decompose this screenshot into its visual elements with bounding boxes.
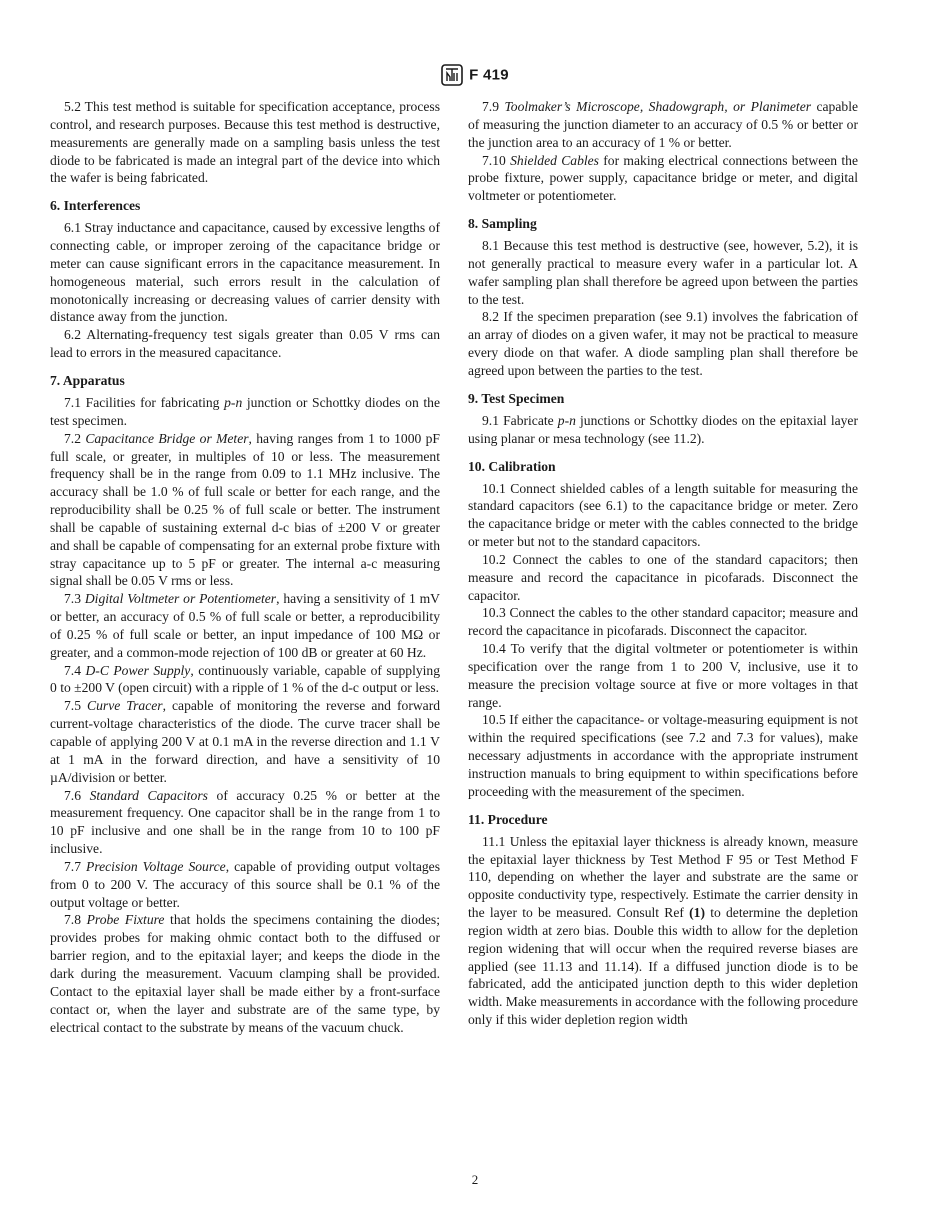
paragraph-10-4: 10.4 To verify that the digital voltmeter or potentiometer is within specification over the range from 1 to 200 V, inclusive, use it to measure the precision voltage source at five or more voltages in that range. [468,641,858,710]
paragraph-9-1: 9.1 Fabricate p-n junctions or Schottky diodes on the epitaxial layer using planar or mesa technology (see 11.2). [468,412,858,446]
section-heading-apparatus: 7. Apparatus [50,372,125,388]
paragraph-7-8: 7.8 Probe Fixture that holds the specimens containing the diodes; provides probes for making ohmic contact both to the diffused or barrier region, and to the epitaxial layer; and keeps the diode in the dark during the measurement. Vacuum clamping shall be provided. Contact to the epitaxial layer shall be made either by a front-surface contact or, when the layer and substrate are of the same type, by electrical contact to the substrate by means of the vacuum chuck. [50,912,441,1035]
paragraph-10-2: 10.2 Connect the cables to one of the standard capacitors; then measure and record the capacitance in picofarads. Disconnect the capacitor. [468,551,858,603]
left-column [50,98,440,1036]
paragraph-10-5: 10.5 If either the capacitance- or voltage-measuring equipment is not within the required specifications (see 7.2 and 7.3 for values), make necessary adjustments in accordance with the appropriate instrument instruction manuals to bring equipment to within specifications before proceeding with the measurement of the specimen. [468,712,858,799]
paragraph-7-5: 7.5 Curve Tracer, capable of monitoring the reverse and forward current-voltage characteristics of the diode. The curve tracer shall be capable of applying 200 V at 0.1 mA in the reverse direction and 1.1 V at 1 mA in the forward direction, and have a sensitivity of 10 µA/division or better. [50,698,441,785]
paragraph-7-10: 7.10 Shielded Cables for making electrical connections between the probe fixture, power supply, capacitance bridge or meter, and digital voltmeter or potentiometer. [468,152,859,204]
paragraph-7-7: 7.7 Precision Voltage Source, capable of providing output voltages from 0 to 200 V. The accuracy of this source shall be 0.1 % of the output voltage or better. [50,858,441,910]
paragraph-11-1: 11.1 Unless the epitaxial layer thickness is already known, measure the epitaxial layer thickness by Test Method F 95 or Test Method F 110, depending on whether the layer and substrate are the same or opposite conductivity type, respectively. Estimate the carrier density in the layer to be measured. Consult Ref (1) to determine the depletion region width at zero bias. Double this width to allow for the depletion region widening that will occur when the required reverse biases are applied (see 11.13 and 11.14). If a diffused junction diode is to be fabricated, add the anticipated junction depth to this wider depletion width. Make measurements in accordance with the following procedure only if this wider depletion region width [468,833,858,1028]
paragraph-7-2: 7.2 Capacitance Bridge or Meter, having ranges from 1 to 1000 pF full scale, or greater, in multiples of 10 or less. The measurement frequency shall be in the range from 0.09 to 1.1 MHz inclusive. The accuracy shall be 1.0 % of full scale or better for each range, and the reproducibility shall be 0.25 % of full scale or better. The instrument shall be capable of sustaining external d-c bias of ±200 V or greater and shall be capable of compensating for an external probe fixture with stray capacitance up to 5 pF or greater. The internal a-c measuring signal shall be 0.05 V rms or less. [50,430,440,589]
paragraph-5-2: 5.2 This test method is suitable for specification acceptance, process control, and research purposes. Because this test method is destructive, measurements are generally made on a sampling basis unless the test diode to be fabricated is made an integral part of the device into which the wafer is being fabricated. [50,99,440,186]
paragraph-7-4: 7.4 D-C Power Supply, continuously variable, capable of supplying 0 to ±200 V (open circuit) with a ripple of 1 % of the d-c output or less. [50,662,441,696]
paragraph-10-3: 10.3 Connect the cables to the other standard capacitor; measure and record the capacitance in picofarads. Disconnect the capacitor. [468,605,858,639]
section-heading-test-specimen: 9. Test Specimen [468,390,565,406]
astm-logo-icon [441,64,463,86]
section-heading-interferences: 6. Interferences [50,198,141,214]
paragraph-7-3: 7.3 Digital Voltmeter or Potentiometer, having a sensitivity of 1 mV or better, an accuracy of 0.5 % of full scale or better, a reproducibility of 0.25 % of full scale or better, an input impedance of 100 MΩ or greater, and a common-mode rejection of 100 dB or greater at 60 Hz. [50,591,440,660]
paragraph-6-2: 6.2 Alternating-frequency test sigals greater than 0.05 V rms can lead to errors in the measured capacitance. [50,327,440,361]
right-column [468,98,858,1029]
section-heading-procedure: 11. Procedure [468,811,548,827]
paragraph-10-1: 10.1 Connect shielded cables of a length suitable for measuring the standard capacitors (see 6.1) to the capacitance bridge or meter. Zero the capacitance bridge or meter with the cables connected to the bridge or meter but not to the standard capacitors. [468,480,858,550]
paragraph-8-2: 8.2 If the specimen preparation (see 9.1) involves the fabrication of an array of diodes on a given wafer, it may not be practical to measure every diode on that wafer. A diode sampling plan shall therefore be agreed upon between the parties to the test. [468,309,858,378]
reference-1: (1) [689,905,705,921]
standard-designation: F 419 [469,66,509,84]
section-heading-calibration: 10. Calibration [468,458,556,474]
paragraph-7-1: 7.1 Facilities for fabricating p-n junction or Schottky diodes on the test specimen. [50,394,440,428]
section-heading-sampling: 8. Sampling [468,216,537,232]
paragraph-6-1: 6.1 Stray inductance and capacitance, caused by excessive lengths of connecting cable, or improper zeroing of the capacitance bridge or meter can cause significant errors in the capacitance measurement. In homogeneous material, such errors result in the calculation of monotonically increasing or decreasing values of carrier density with distance away from the junction. [50,220,440,325]
page-number: 2 [471,1172,479,1187]
page-header [0,64,950,86]
paragraph-7-6: 7.6 Standard Capacitors of accuracy 0.25 % or better at the measurement frequency. One capacitor shall be in the range from 1 to 10 pF inclusive and one shall be in the range from 10 to 100 pF inclusive. [50,787,440,857]
paragraph-7-9: 7.9 Toolmaker’s Microscope, Shadowgraph, or Planimeter capable of measuring the junction diameter to an accuracy of 0.5 % or better or the junction area to an accuracy of 1 % or better. [468,99,858,150]
paragraph-8-1: 8.1 Because this test method is destructive (see, however, 5.2), it is not generally practical to measure every wafer in a particular lot. A wafer sampling plan shall therefore be agreed upon between the parties to the test. [468,238,858,307]
